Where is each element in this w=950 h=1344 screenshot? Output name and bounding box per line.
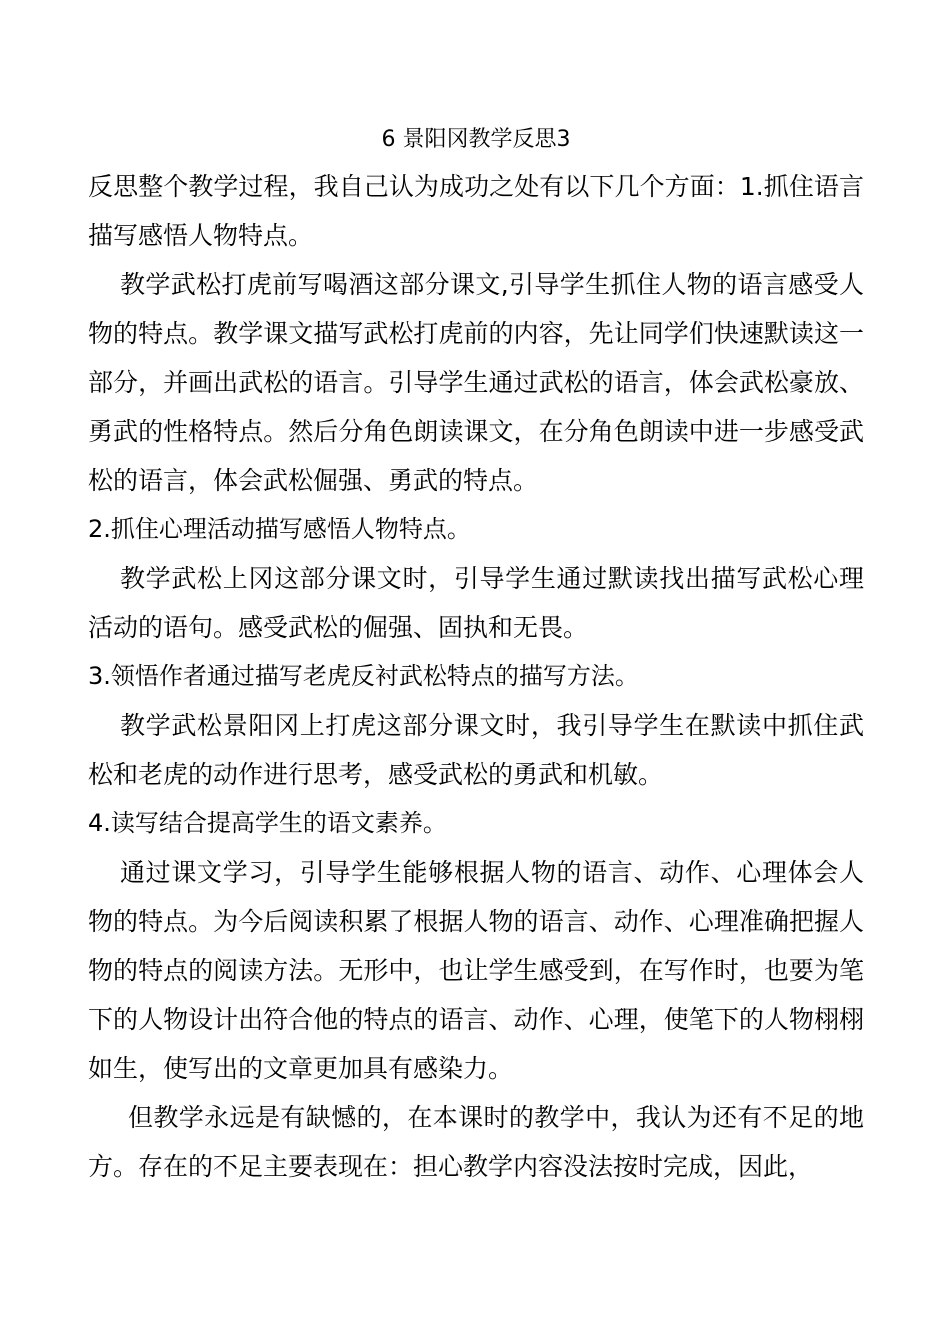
point-heading: 3.领悟作者通过描写老虎反衬武松特点的描写方法。 (88, 662, 639, 690)
document-page (88, 118, 864, 1191)
body-paragraph: 教学武松打虎前写喝酒这部分课文,引导学生抓住人物的语言感受人物的特点。教学课文描写武松打虎前的内容，先让同学们快速默读这一部分，并画出武松的语言。引导学生通过武松的语言，体会武松豪放、勇武的性格特点。然后分角色朗读课文，在分角色朗读中进一步感受武松的语言，体会武松倔强、勇武的特点。 (88, 270, 864, 495)
point-heading: 2.抓住心理活动描写感悟人物特点。 (88, 515, 471, 543)
body-paragraph: 但教学永远是有缺憾的，在本课时的教学中，我认为还有不足的地方。存在的不足主要表现在：担心教学内容没法按时完成，因此， (88, 1103, 864, 1181)
point-heading: 4.读写结合提高学生的语文素养。 (88, 809, 447, 837)
body-paragraph: 通过课文学习，引导学生能够根据人物的语言、动作、心理体会人物的特点。为今后阅读积累了根据人物的语言、动作、心理准确把握人物的特点的阅读方法。无形中，也让学生感受到，在写作时，也要为笔下的人物设计出符合他的特点的语言、动作、心理，使笔下的人物栩栩如生，使写出的文章更加具有感染力。 (88, 858, 864, 1083)
intro-paragraph: 反思整个教学过程，我自己认为成功之处有以下几个方面：1.抓住语言描写感悟人物特点。 (88, 172, 864, 250)
body-paragraph: 教学武松上冈这部分课文时，引导学生通过默读找出描写武松心理活动的语句。感受武松的倔强、固执和无畏。 (88, 564, 864, 642)
document-title: 6 景阳冈教学反思3 (381, 127, 571, 152)
body-paragraph: 教学武松景阳冈上打虎这部分课文时，我引导学生在默读中抓住武松和老虎的动作进行思考，感受武松的勇武和机敏。 (88, 711, 864, 789)
